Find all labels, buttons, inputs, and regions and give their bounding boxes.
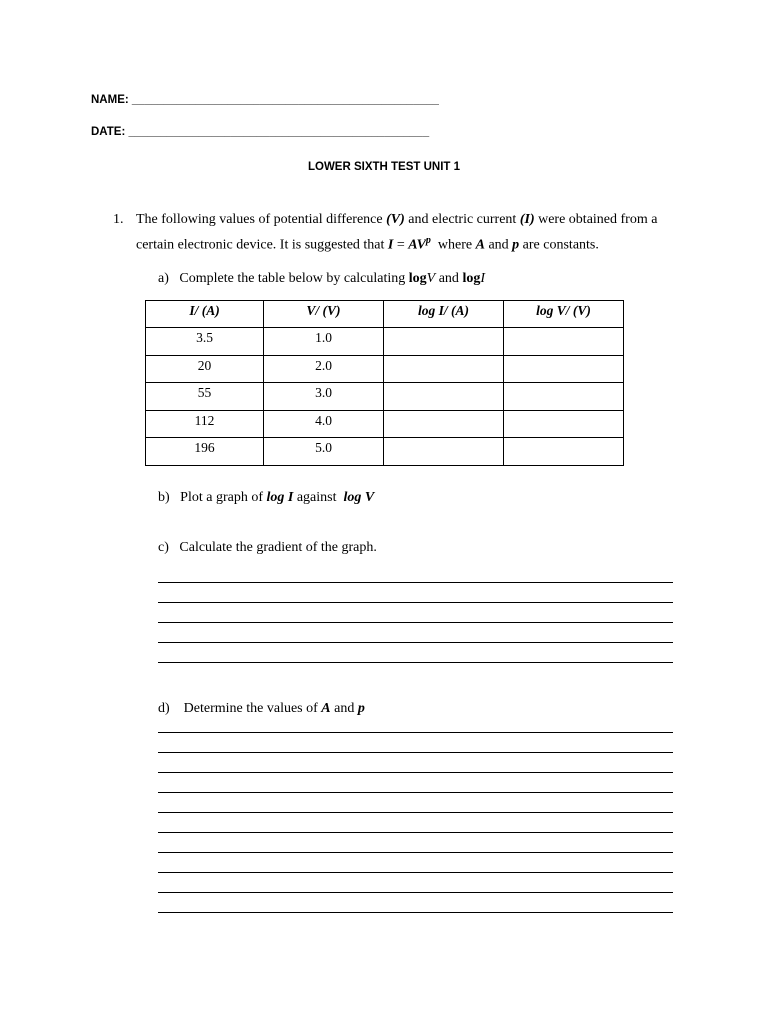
answer-line[interactable] — [158, 733, 673, 753]
part-label: c) — [158, 540, 169, 555]
answer-cell[interactable] — [384, 438, 504, 466]
table-row — [146, 383, 624, 411]
constant-p: p — [357, 701, 365, 716]
answer-cell[interactable] — [384, 410, 504, 438]
constant-p: p — [512, 237, 520, 253]
intro-text: The following values of potential difference — [136, 212, 387, 227]
table-header-row — [146, 301, 624, 328]
constant-a: A — [475, 237, 485, 253]
constant-a: A — [321, 701, 331, 716]
answer-cell[interactable] — [384, 383, 504, 411]
table-cell: 5.0 — [264, 438, 384, 466]
test-title: LOWER SIXTH TEST UNIT 1 — [307, 161, 461, 173]
intro-text: and electric current — [404, 212, 520, 227]
part-text: Calculate the gradient of the graph. — [179, 540, 377, 555]
date-blank[interactable]: _______________________________________________ — [128, 126, 430, 138]
part-label: d) — [158, 701, 170, 716]
data-table — [145, 300, 624, 466]
name-blank[interactable]: ________________________________________________ — [131, 94, 439, 106]
answer-cell[interactable] — [504, 383, 624, 411]
answer-line[interactable] — [158, 853, 673, 873]
answer-line[interactable] — [158, 563, 673, 583]
answer-line[interactable] — [158, 833, 673, 853]
date-field[interactable] — [91, 126, 429, 138]
table-cell: 4.0 — [264, 410, 384, 438]
intro-text: are constants. — [519, 237, 599, 253]
answer-line[interactable] — [158, 873, 673, 893]
table-cell: 2.0 — [264, 355, 384, 383]
answer-cell[interactable] — [504, 438, 624, 466]
column-header: V/ (V) — [264, 301, 384, 328]
answer-cell[interactable] — [504, 328, 624, 356]
part-text: and — [435, 271, 463, 286]
equation-lhs: I — [387, 237, 394, 253]
graph-y-variable: log I — [266, 490, 294, 505]
part-a — [158, 268, 485, 289]
answer-line[interactable] — [158, 623, 673, 643]
part-label: a) — [158, 271, 169, 286]
answer-line[interactable] — [158, 793, 673, 813]
equation-equals: = — [393, 237, 409, 253]
answer-lines-d[interactable] — [158, 713, 673, 913]
intro-text: certain electronic device. It is suggested that — [136, 237, 388, 253]
column-header: log I/ (A) — [384, 301, 504, 328]
intro-text: where — [430, 237, 476, 253]
equation-exponent: p — [425, 235, 431, 246]
date-label: DATE: — [91, 126, 126, 138]
equation-rhs: AV — [408, 237, 426, 253]
table-cell: 3.5 — [146, 328, 264, 356]
table-cell: 112 — [146, 410, 264, 438]
table-cell: 1.0 — [264, 328, 384, 356]
answer-cell[interactable] — [384, 355, 504, 383]
column-header: log V/ (V) — [504, 301, 624, 328]
part-text: Determine the values of — [183, 701, 322, 716]
answer-line[interactable] — [158, 583, 673, 603]
question-number: 1. — [113, 212, 124, 227]
intro-text: were obtained from a — [534, 212, 658, 227]
answer-cell[interactable] — [504, 410, 624, 438]
table-cell: 20 — [146, 355, 264, 383]
part-text: Plot a graph of — [180, 490, 267, 505]
table-cell: 196 — [146, 438, 264, 466]
answer-cell[interactable] — [384, 328, 504, 356]
name-label: NAME: — [91, 94, 129, 106]
answer-cell[interactable] — [504, 355, 624, 383]
intro-text: and — [484, 237, 513, 253]
answer-line[interactable] — [158, 893, 673, 913]
answer-line[interactable] — [158, 753, 673, 773]
answer-line[interactable] — [158, 813, 673, 833]
symbol-i: (I) — [519, 212, 535, 227]
answer-line[interactable] — [158, 713, 673, 733]
table-row — [146, 355, 624, 383]
symbol-v: (V) — [386, 212, 405, 227]
graph-x-variable: log V — [343, 490, 375, 505]
answer-line[interactable] — [158, 603, 673, 623]
log-i-log: log — [462, 271, 481, 286]
part-text: Complete the table below by calculating — [179, 271, 409, 286]
answer-lines-c[interactable] — [158, 563, 673, 663]
answer-line[interactable] — [158, 773, 673, 793]
part-c — [158, 537, 377, 558]
column-header: I/ (A) — [146, 301, 264, 328]
part-text: and — [330, 701, 358, 716]
answer-line[interactable] — [158, 643, 673, 663]
part-b — [158, 487, 374, 508]
table-cell: 55 — [146, 383, 264, 411]
table-cell: 3.0 — [264, 383, 384, 411]
log-v-var: V — [426, 271, 436, 286]
question-intro-line-2 — [136, 230, 599, 256]
part-text: against — [293, 490, 340, 505]
part-label: b) — [158, 490, 170, 505]
table-row — [146, 410, 624, 438]
name-field[interactable] — [91, 94, 439, 106]
log-v-log: log — [408, 271, 427, 286]
table-row — [146, 328, 624, 356]
table-row — [146, 438, 624, 466]
log-i-var: I — [480, 271, 485, 286]
question-intro-line-1 — [136, 209, 657, 230]
